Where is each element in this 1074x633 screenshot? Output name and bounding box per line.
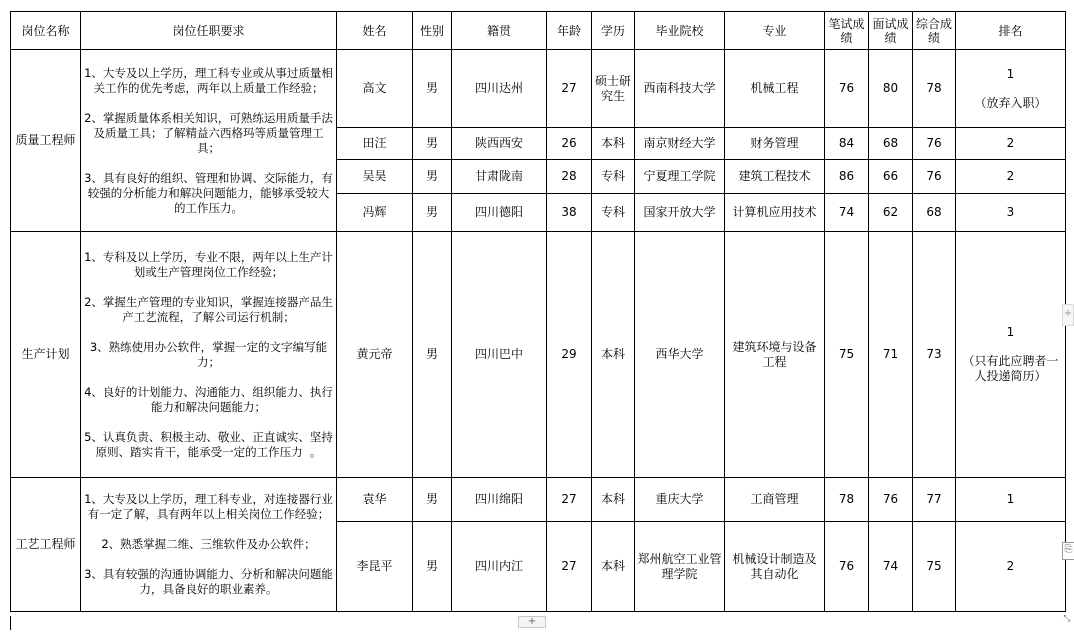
candidate-total-score: 73 bbox=[913, 232, 956, 478]
candidate-origin: 陕西西安 bbox=[452, 128, 547, 160]
position-requirements bbox=[81, 478, 337, 612]
candidate-origin: 四川巴中 bbox=[452, 232, 547, 478]
header-gender: 性别 bbox=[413, 12, 452, 50]
candidate-school: 郑州航空工业管理学院 bbox=[635, 522, 725, 612]
candidate-age: 38 bbox=[547, 194, 592, 232]
candidate-gender: 男 bbox=[413, 232, 452, 478]
candidate-interview-score: 62 bbox=[869, 194, 913, 232]
header-name: 姓名 bbox=[337, 12, 413, 50]
requirement-item: 4、良好的计划能力、沟通能力、组织能力、执行能力和解决问题能力； bbox=[84, 384, 333, 414]
candidate-education: 本科 bbox=[592, 128, 635, 160]
header-age: 年龄 bbox=[547, 12, 592, 50]
candidate-rank-cell bbox=[956, 232, 1066, 478]
candidate-rank: 1 bbox=[1006, 66, 1015, 81]
recruitment-results-table bbox=[10, 11, 1066, 612]
candidate-name: 高文 bbox=[337, 50, 413, 128]
candidate-school: 宁夏理工学院 bbox=[635, 160, 725, 194]
candidate-rank: 3 bbox=[956, 194, 1066, 232]
requirement-item: 1、专科及以上学历，专业不限，两年以上生产计划或生产管理岗位工作经验； bbox=[84, 249, 333, 279]
table-row bbox=[11, 50, 1066, 128]
candidate-rank: 1 bbox=[1006, 325, 1015, 339]
requirement-item: 1、大专及以上学历，理工科专业，对连接器行业有一定了解，具有两年以上相关岗位工作经验； bbox=[84, 492, 333, 521]
candidate-major: 工商管理 bbox=[725, 478, 825, 522]
candidate-gender: 男 bbox=[413, 478, 452, 522]
candidate-origin: 四川绵阳 bbox=[452, 478, 547, 522]
header-written-score: 笔试成绩 bbox=[825, 12, 869, 50]
candidate-written-score: 76 bbox=[825, 522, 869, 612]
candidate-rank: 1 bbox=[956, 478, 1066, 522]
candidate-education: 硕士研究生 bbox=[592, 50, 635, 128]
header-origin: 籍贯 bbox=[452, 12, 547, 50]
candidate-written-score: 75 bbox=[825, 232, 869, 478]
candidate-written-score: 76 bbox=[825, 50, 869, 128]
candidate-education: 专科 bbox=[592, 194, 635, 232]
candidate-interview-score: 68 bbox=[869, 128, 913, 160]
candidate-written-score: 78 bbox=[825, 478, 869, 522]
table-resize-handle-icon[interactable]: ⤡ bbox=[1063, 614, 1071, 624]
candidate-school: 南京财经大学 bbox=[635, 128, 725, 160]
position-requirements bbox=[81, 232, 337, 478]
header-position: 岗位名称 bbox=[11, 12, 81, 50]
candidate-name: 吴昊 bbox=[337, 160, 413, 194]
position-name: 生产计划 bbox=[11, 232, 81, 478]
candidate-name: 袁华 bbox=[337, 478, 413, 522]
candidate-gender: 男 bbox=[413, 160, 452, 194]
table-row bbox=[11, 478, 1066, 522]
requirement-item: 2、熟悉掌握二维、三维软件及办公软件； bbox=[101, 537, 316, 551]
requirement-item: 2、掌握生产管理的专业知识，掌握连接器产品生产工艺流程，了解公司运行机制； bbox=[84, 294, 333, 324]
candidate-school: 重庆大学 bbox=[635, 478, 725, 522]
candidate-rank: 2 bbox=[956, 522, 1066, 612]
paste-options-icon[interactable]: ⎘ bbox=[1062, 542, 1074, 560]
candidate-age: 27 bbox=[547, 522, 592, 612]
candidate-origin: 四川达州 bbox=[452, 50, 547, 128]
header-row bbox=[11, 12, 1066, 50]
candidate-school: 西华大学 bbox=[635, 232, 725, 478]
candidate-origin: 甘肃陇南 bbox=[452, 160, 547, 194]
candidate-total-score: 75 bbox=[913, 522, 956, 612]
header-total-score: 综合成绩 bbox=[913, 12, 956, 50]
candidate-major: 财务管理 bbox=[725, 128, 825, 160]
candidate-written-score: 86 bbox=[825, 160, 869, 194]
candidate-age: 29 bbox=[547, 232, 592, 478]
candidate-total-score: 78 bbox=[913, 50, 956, 128]
candidate-age: 27 bbox=[547, 50, 592, 128]
candidate-gender: 男 bbox=[413, 522, 452, 612]
position-requirements bbox=[81, 50, 337, 232]
candidate-age: 27 bbox=[547, 478, 592, 522]
candidate-interview-score: 76 bbox=[869, 478, 913, 522]
header-education: 学历 bbox=[592, 12, 635, 50]
candidate-major: 建筑工程技术 bbox=[725, 160, 825, 194]
candidate-interview-score: 74 bbox=[869, 522, 913, 612]
requirement-item: 3、具有良好的组织、管理和协调、交际能力，有较强的分析能力和解决问题能力，能够承受较大的工作压力。 bbox=[84, 170, 333, 215]
candidate-rank-note: （放弃入职） bbox=[974, 95, 1047, 110]
header-rank: 排名 bbox=[956, 12, 1066, 50]
text-cursor bbox=[10, 616, 11, 630]
candidate-gender: 男 bbox=[413, 194, 452, 232]
candidate-total-score: 76 bbox=[913, 160, 956, 194]
candidate-written-score: 74 bbox=[825, 194, 869, 232]
requirement-item: 5、认真负责、积极主动、敬业、正直诚实、坚持原则、踏实肯干，能承受一定的工作压力 。 bbox=[84, 429, 333, 459]
candidate-age: 28 bbox=[547, 160, 592, 194]
candidate-total-score: 76 bbox=[913, 128, 956, 160]
candidate-origin: 四川内江 bbox=[452, 522, 547, 612]
candidate-gender: 男 bbox=[413, 128, 452, 160]
table-row bbox=[11, 232, 1066, 478]
candidate-major: 机械工程 bbox=[725, 50, 825, 128]
candidate-major: 机械设计制造及其自动化 bbox=[725, 522, 825, 612]
candidate-rank-note: （只有此应聘者一人投递简历） bbox=[962, 354, 1059, 383]
requirement-item: 1、大专及以上学历，理工科专业或从事过质量相关工作的优先考虑，两年以上质量工作经验； bbox=[84, 65, 333, 95]
requirement-item: 2、掌握质量体系相关知识，可熟练运用质量手法及质量工具；了解精益六西格玛等质量管理工具； bbox=[84, 110, 333, 155]
candidate-rank: 2 bbox=[956, 160, 1066, 194]
candidate-interview-score: 80 bbox=[869, 50, 913, 128]
candidate-school: 西南科技大学 bbox=[635, 50, 725, 128]
candidate-origin: 四川德阳 bbox=[452, 194, 547, 232]
candidate-name: 田汪 bbox=[337, 128, 413, 160]
candidate-total-score: 68 bbox=[913, 194, 956, 232]
requirement-item: 3、熟练使用办公软件，掌握一定的文字编写能力； bbox=[89, 339, 328, 369]
candidate-rank-cell bbox=[956, 50, 1066, 128]
candidate-total-score: 77 bbox=[913, 478, 956, 522]
candidate-school: 国家开放大学 bbox=[635, 194, 725, 232]
header-interview-score: 面试成绩 bbox=[869, 12, 913, 50]
candidate-education: 本科 bbox=[592, 232, 635, 478]
candidate-name: 冯辉 bbox=[337, 194, 413, 232]
header-requirements: 岗位任职要求 bbox=[81, 12, 337, 50]
candidate-education: 本科 bbox=[592, 478, 635, 522]
candidate-written-score: 84 bbox=[825, 128, 869, 160]
candidate-education: 本科 bbox=[592, 522, 635, 612]
add-row-button[interactable]: + bbox=[518, 616, 546, 628]
candidate-age: 26 bbox=[547, 128, 592, 160]
requirement-item: 3、具有较强的沟通协调能力、分析和解决问题能力，具备良好的职业素养。 bbox=[84, 567, 333, 596]
candidate-interview-score: 71 bbox=[869, 232, 913, 478]
header-school: 毕业院校 bbox=[635, 12, 725, 50]
position-name: 工艺工程师 bbox=[11, 478, 81, 612]
candidate-interview-score: 66 bbox=[869, 160, 913, 194]
header-major: 专业 bbox=[725, 12, 825, 50]
candidate-rank: 2 bbox=[956, 128, 1066, 160]
candidate-education: 专科 bbox=[592, 160, 635, 194]
add-column-button[interactable]: + bbox=[1062, 304, 1074, 326]
candidate-name: 黄元帝 bbox=[337, 232, 413, 478]
candidate-major: 建筑环境与设备工程 bbox=[725, 232, 825, 478]
position-name: 质量工程师 bbox=[11, 50, 81, 232]
candidate-gender: 男 bbox=[413, 50, 452, 128]
candidate-major: 计算机应用技术 bbox=[725, 194, 825, 232]
candidate-name: 李昆平 bbox=[337, 522, 413, 612]
